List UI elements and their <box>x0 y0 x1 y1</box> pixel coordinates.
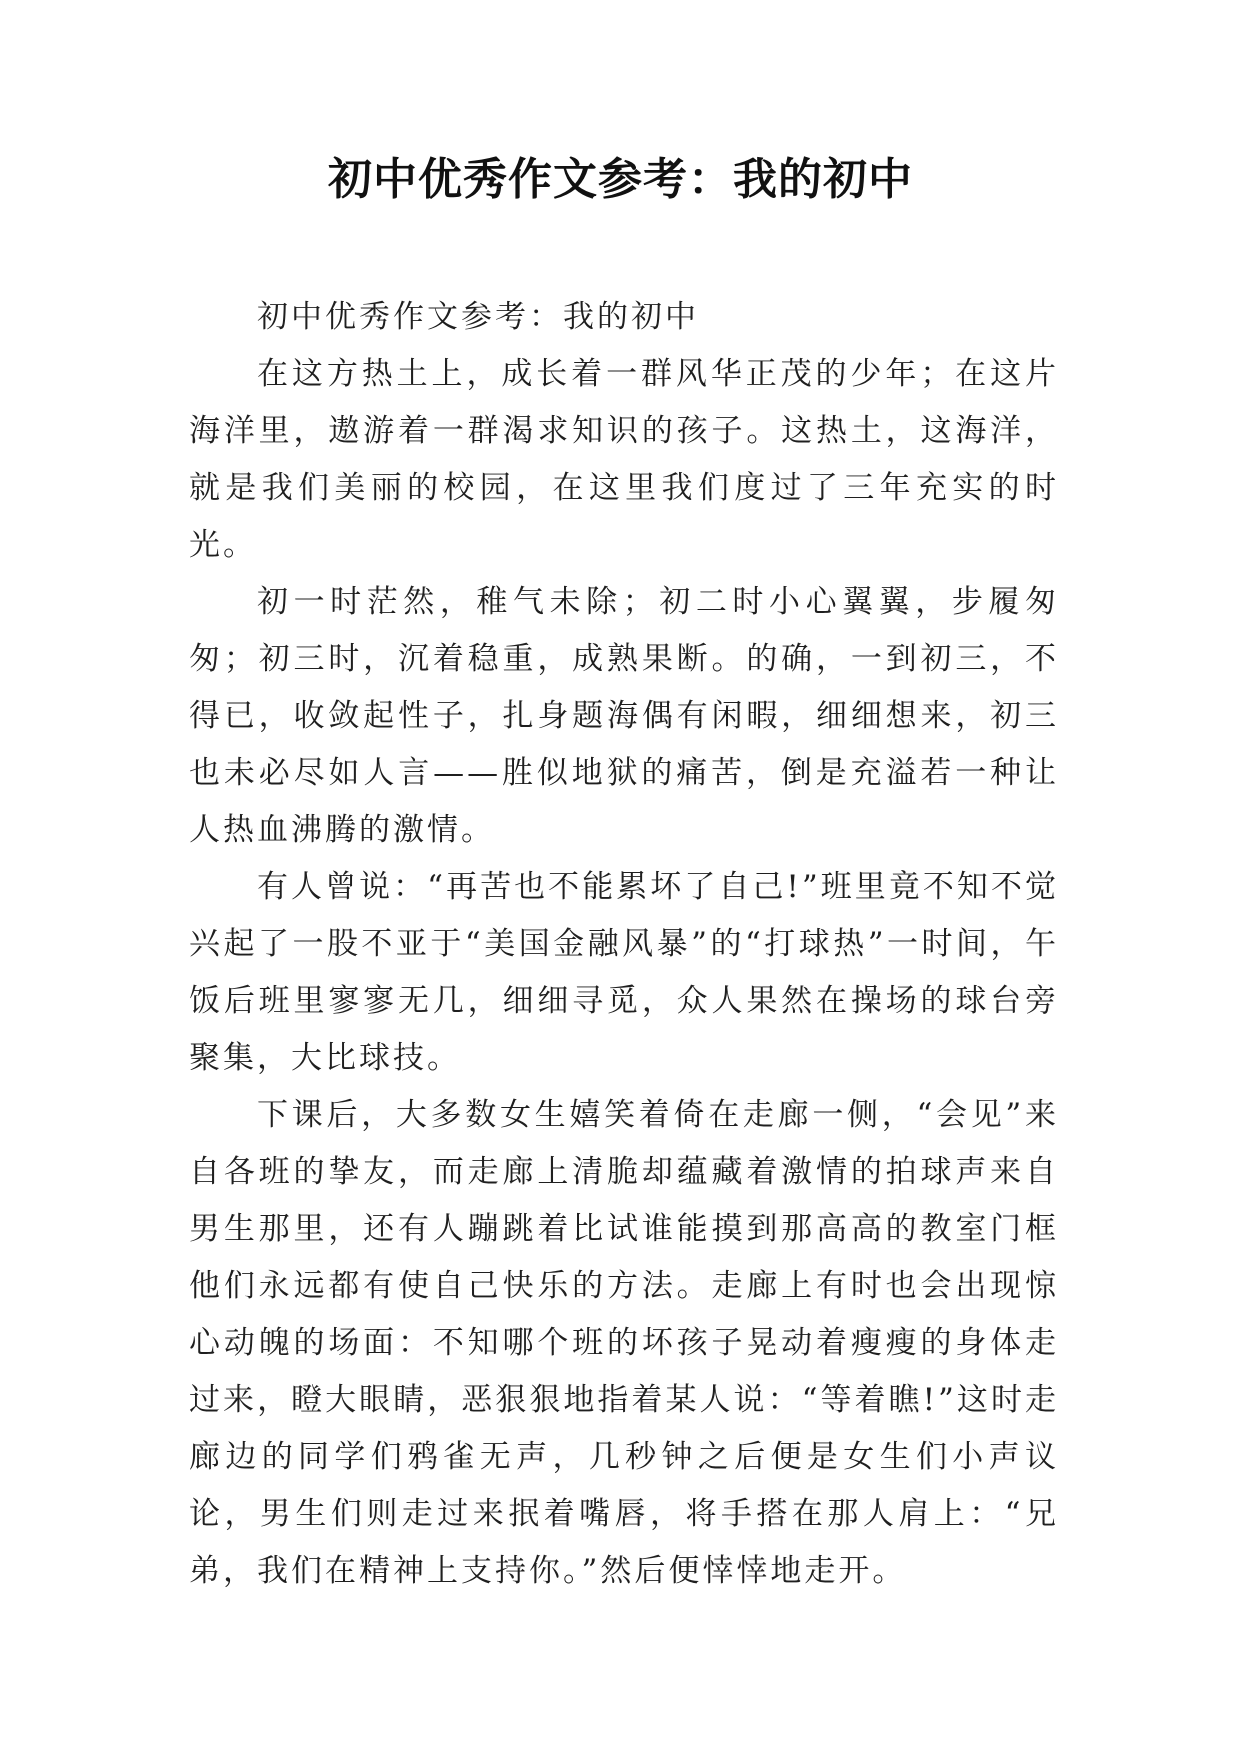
paragraph-subtitle: 初中优秀作文参考：我的初中 <box>257 299 699 335</box>
paragraph-4: 下课后，大多数女生嬉笑着倚在走廊一侧，“会见”来自各班的挚友，而走廊上清脆却蕴藏着激情的拍球声来自男生那里，还有人蹦跳着比试谁能摸到那高高的教室门框他们永远都有使自己快乐的方法。走廊上有时也会出现惊心动魄的场面：不知哪个班的坏孩子晃动着瘦瘦的身体走过来，瞪大眼睛，恶狠狠地指着某人说：“等着瞧!”这时走廊边的同学们鸦雀无声，几秒钟之后便是女生们小声议论，男生们则走过来抿着嘴唇，将手搭在那人肩上：“兄弟，我们在精神上支持你。”然后便悻悻地走开。 <box>189 1097 1059 1589</box>
paragraph-1: 在这方热土上，成长着一群风华正茂的少年；在这片海洋里，遨游着一群渴求知识的孩子。这热土，这海洋，就是我们美丽的校园，在这里我们度过了三年充实的时光。 <box>189 356 1059 563</box>
document-title: 初中优秀作文参考：我的初中 <box>328 154 913 205</box>
paragraph-2: 初一时茫然，稚气未除；初二时小心翼翼，步履匆匆；初三时，沉着稳重，成熟果断。的确，一到初三，不得已，收敛起性子，扎身题海偶有闲暇，细细想来，初三也未必尽如人言——胜似地狱的痛苦，倒是充溢若一种让人热血沸腾的激情。 <box>189 584 1059 848</box>
paragraph-3: 有人曾说：“再苦也不能累坏了自己!”班里竟不知不觉兴起了一股不亚于“美国金融风暴”的“打球热”一时间，午饭后班里寥寥无几，细细寻觅，众人果然在操场的球台旁聚集，大比球技。 <box>189 869 1059 1076</box>
document-body <box>189 289 1059 1600</box>
